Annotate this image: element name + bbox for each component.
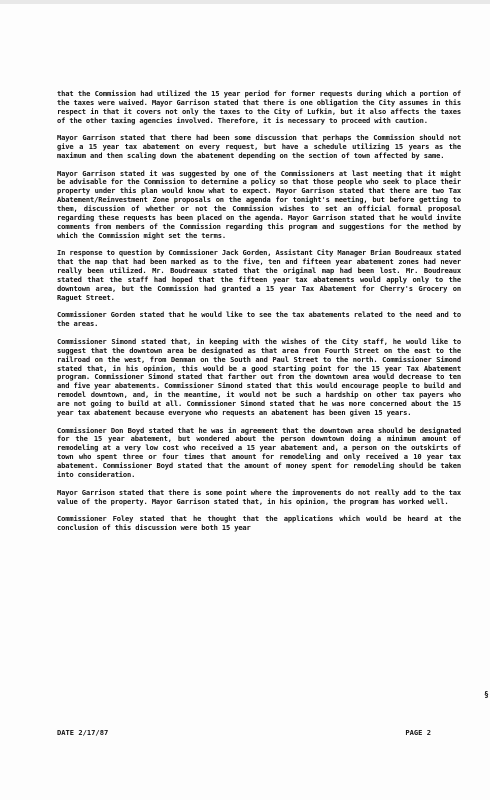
paragraph-2: Mayor Garrison stated that there had been some discussion that perhaps the Commission should not give a 15 year tax abatement on every request, but have a schedule utilizing 15 years as the maximum and then scaling down the abatement depending on the section of town affected by same.: [57, 133, 461, 161]
paragraph-1: that the Commission had utilized the 15 year period for former requests during which a portion of the taxes were waived. Mayor Garrison stated that there is one obligation the City assumes in this respect in that it covers not only the taxes to the City of Lufkin, but it also affects the taxes of the other taxing agencies involved. Therefore, it is necessary to proceed with caution.: [57, 89, 461, 125]
paragraph-3: Mayor Garrison stated it was suggested by one of the Commissioners at last meeting that it might be advisable for the Commission to determine a policy so that those people who seek to place their property under this plan would know what to expect. Mayor Garrison stated that there are two Tax Abatement/Reinvestment Zone proposals on the agenda for tonight's meeting, but before getting to them, discussion of whether or not the Commission wishes to set an official formal proposal regarding these requests has been placed on the agenda. Mayor Garrison stated that he would invite comments from members of the Commission regarding this program and suggestions for the method by which the Commission might set the terms.: [57, 168, 461, 240]
minutes-body: [57, 90, 461, 541]
footer-page-number: PAGE 2: [405, 728, 431, 737]
paragraph-5: Commissioner Gorden stated that he would like to see the tax abatements related to the need and to the areas.: [57, 310, 461, 329]
paragraph-7: Commissioner Don Boyd stated that he was in agreement that the downtown area should be designated for the 15 year abatement, but wondered about the person downtown doing a minimum amount of remodeling at a very low cost who received a 15 year abatement and, a person on the outskirts of town who spent three or four times that amount for remodeling and only received a 10 year tax abatement. Commissioner Boyd stated that the amount of money spent for remodeling should be taken into consideration.: [57, 425, 461, 480]
margin-mark: §: [484, 690, 489, 699]
paragraph-8: Mayor Garrison stated that there is some point where the improvements do not really add to the tax value of the property. Mayor Garrison stated that, in his opinion, the program has worked well.: [57, 487, 461, 506]
scan-edge: [0, 0, 490, 4]
paragraph-4: In response to question by Commissioner Jack Gorden, Assistant City Manager Brian Boudreaux stated that the map that had been marked as to the five, ten and fifteen year abatement zones had never really been utilized. Mr. Boudreaux stated that the original map had been lost. Mr. Boudreaux stated that the staff had hoped that the fifteen year tax abatements would apply only to the downtown area, but the Commission had granted a 15 year Tax Abatement for Cherry's Grocery on Raguet Street.: [57, 248, 461, 302]
paragraph-9: Commissioner Foley stated that he thought that the applications which would be heard at the conclusion of this discussion were both 15 year: [57, 514, 461, 532]
footer-date: DATE 2/17/87: [57, 728, 109, 737]
paragraph-6: Commissioner Simond stated that, in keeping with the wishes of the City staff, he would like to suggest that the downtown area be designated as that area from Fourth Street on the east to the railroad on the west, from Denman on the South and Paul Street to the north. Commissioner Simond stated that, in his opinion, this would be a good starting point for the 15 year Tax Abatement program. Commissioner Simond stated that farther out from the downtown area would decrease to ten and five year abatements. Commissioner Simond stated that this would encourage people to build and remodel downtown, and, in the meantime, it would not be such a hardship on other tax payers who are not going to build at all. Commissioner Simond stated that he was more concerned about the 15 year tax abatement because everyone who requests an abatement has been given 15 years.: [57, 336, 461, 418]
page-footer: [57, 728, 461, 740]
